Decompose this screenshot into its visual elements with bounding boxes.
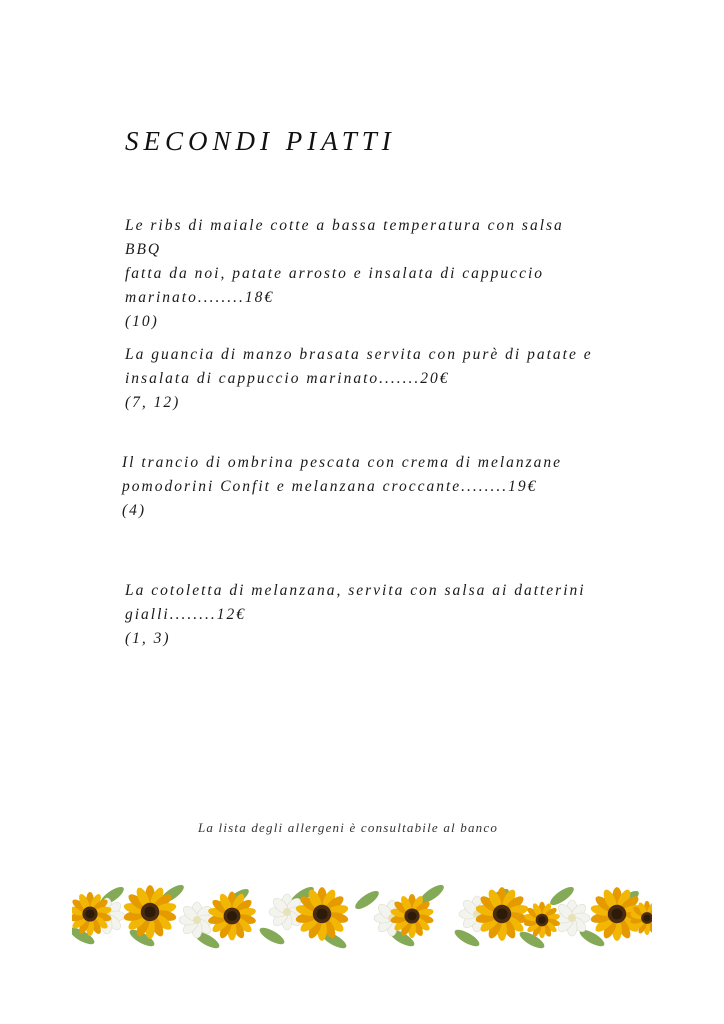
- dish-description-line: La guancia di manzo brasata servita con purè di patate e: [125, 346, 593, 363]
- menu-item-cotoletta: [125, 579, 605, 651]
- leaf-icon: [353, 888, 382, 912]
- dish-description-line: Le ribs di maiale cotte a bassa temperatura con salsa BBQ: [125, 217, 564, 258]
- allergen-codes: (10): [125, 313, 159, 330]
- menu-item-ribs: [125, 214, 605, 334]
- allergen-codes: (1, 3): [125, 630, 171, 647]
- page-title: SECONDI PIATTI: [125, 126, 396, 156]
- sunflower-icon: [523, 902, 560, 939]
- white-flower-icon: [554, 900, 590, 936]
- allergen-codes: (7, 12): [125, 394, 181, 411]
- dish-description-line: fatta da noi, patate arrosto e insalata di cappuccio: [125, 265, 545, 282]
- dish-description-line: insalata di cappuccio marinato.......20€: [125, 370, 450, 387]
- leaf-icon: [257, 925, 286, 948]
- sunflower-icon: [207, 892, 257, 941]
- allergen-codes: (4): [122, 502, 147, 519]
- menu-item-ombrina: [122, 451, 602, 523]
- dish-description-line: marinato........18€: [125, 289, 275, 306]
- allergen-footnote: La lista degli allergeni è consultabile al banco: [197, 820, 499, 835]
- dish-description-line: pomodorini Confit e melanzana croccante........19€: [122, 478, 538, 495]
- dish-description-line: gialli........12€: [125, 606, 246, 623]
- menu-item-guancia: [125, 343, 605, 415]
- dish-description-line: Il trancio di ombrina pescata con crema di melanzane: [122, 454, 563, 471]
- sunflower-garland-decoration: [72, 876, 652, 956]
- dish-description-line: La cotoletta di melanzana, servita con salsa ai datterini: [125, 582, 586, 599]
